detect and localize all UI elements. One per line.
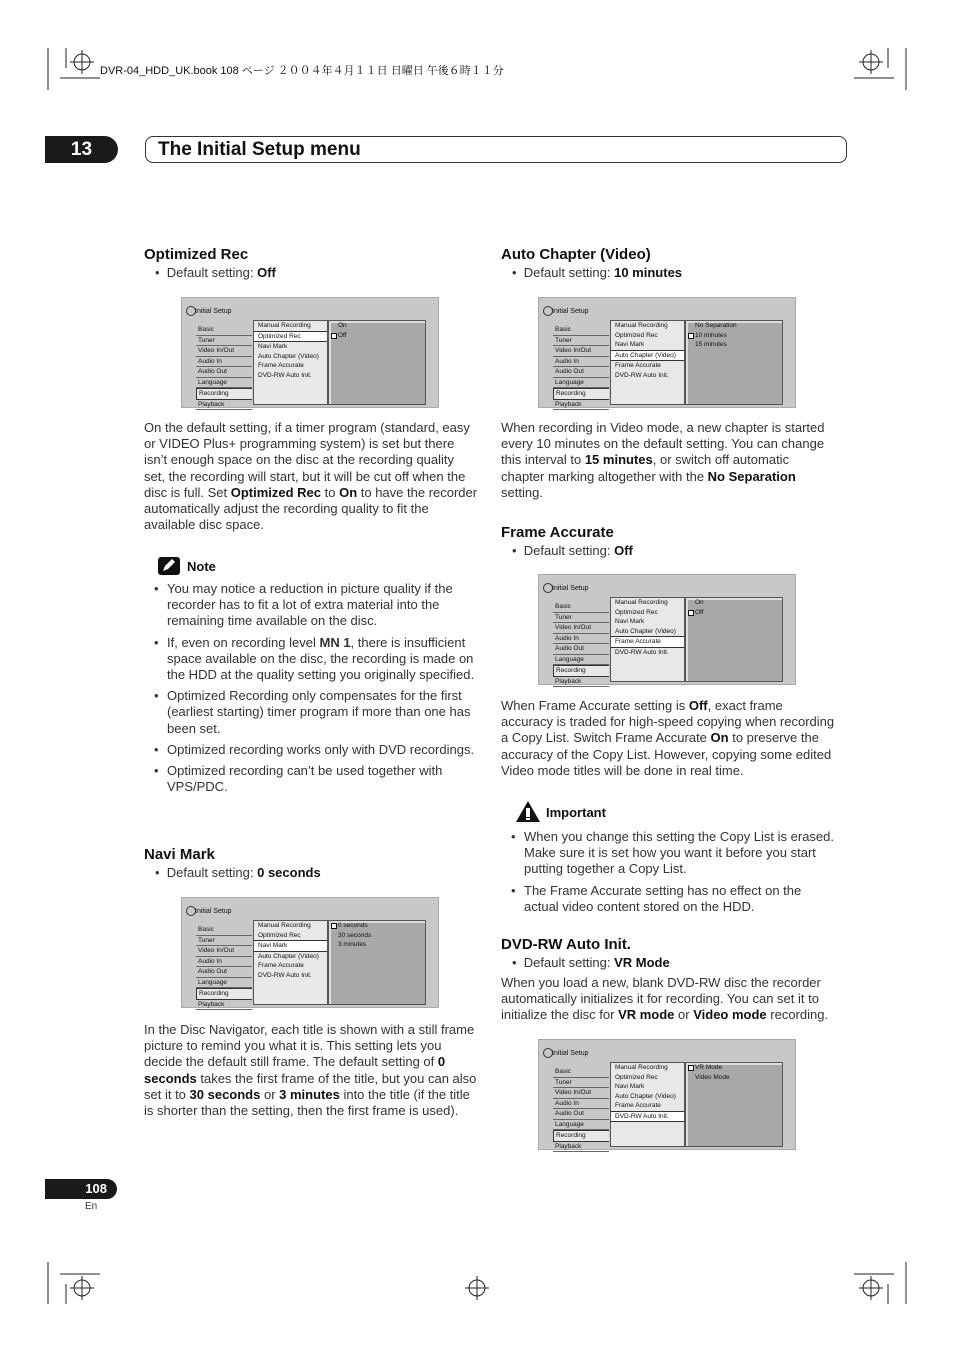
submenu-dvdrw-auto-init: DVD-RW Auto Init. [615, 648, 669, 656]
menu-basic: Basic [553, 1067, 609, 1078]
menu-video-in-out: Video In/Out [553, 1088, 609, 1099]
submenu-manual-recording: Manual Recording [258, 322, 311, 329]
submenu-dvdrw-auto-init: DVD-RW Auto Init. [258, 971, 312, 979]
option-10-minutes: 10 minutes [686, 331, 782, 341]
menu-basic: Basic [196, 325, 252, 336]
auto-chapter-description: When recording in Video mode, a new chapter is started every 10 minutes on the default setting. You can change this interval to 15 minutes, or switch off automatic chapter marking altogether with the No Separation setting. [501, 420, 825, 500]
menu-audio-in: Audio In [553, 1099, 609, 1110]
submenu-dvdrw-auto-init: DVD-RW Auto Init. [258, 371, 312, 379]
menu-audio-out: Audio Out [196, 967, 252, 978]
submenu-dvdrw-auto-init: DVD-RW Auto Init. [615, 371, 669, 379]
dvdrw-init-heading: DVD-RW Auto Init. [501, 936, 631, 953]
page-language: En [85, 1201, 98, 1212]
menu-language: Language [553, 1120, 609, 1131]
menu-tuner: Tuner [196, 936, 252, 947]
dvdrw-init-screen [538, 1039, 796, 1150]
submenu-navi-mark: Navi Mark [615, 618, 645, 625]
option-0-seconds: 0 seconds [329, 921, 425, 931]
option-15-minutes: 15 minutes [695, 341, 727, 348]
chapter-title: The Initial Setup menu [145, 136, 847, 163]
note-pencil-icon [157, 556, 181, 576]
menu-audio-out: Audio Out [553, 1109, 609, 1120]
note-list [154, 581, 478, 800]
dvdrw-init-description: When you load a new, blank DVD-RW disc the recorder automatically initializes it for recording. You can set it to initialize the disc for VR mode or Video mode recording. [501, 975, 829, 1023]
frame-accurate-heading: Frame Accurate [501, 524, 614, 541]
submenu-navi-mark: Navi Mark [615, 341, 645, 348]
screen-title: Initial Setup [552, 585, 589, 592]
optimized-rec-screen [181, 297, 439, 408]
note-item: • Optimized recording can’t be used together with VPS/PDC. [154, 763, 478, 795]
menu-tuner: Tuner [553, 1078, 609, 1089]
screen-title: Initial Setup [195, 308, 232, 315]
note-heading: Note [187, 559, 216, 574]
note-item: • Optimized recording works only with DVD recordings. [154, 742, 478, 758]
menu-tuner: Tuner [553, 613, 609, 624]
frame-accurate-description: When Frame Accurate setting is Off, exact frame accuracy is traded for high-speed copying when recording a Copy List. Switch Frame Accurate On to preserve the accuracy of the Copy List. However, copying some edited Video mode titles will be done in real time. [501, 698, 835, 778]
menu-video-in-out: Video In/Out [553, 346, 609, 357]
submenu-auto-chapter: Auto Chapter (Video) [615, 1092, 676, 1100]
chapter-number: 13 [45, 136, 118, 163]
submenu-auto-chapter: Auto Chapter (Video) [615, 627, 676, 635]
navi-mark-heading: Navi Mark [144, 846, 215, 863]
dvdrw-init-default: • Default setting: VR Mode [512, 955, 670, 970]
menu-audio-in: Audio In [196, 357, 252, 368]
menu-recording: Recording [553, 665, 609, 677]
file-header: DVR-04_HDD_UK.book 108 ページ ２００４年４月１１日 日曜日 午後６時１１分 [100, 65, 504, 77]
submenu-auto-chapter: Auto Chapter (Video) [611, 350, 684, 362]
menu-playback: Playback [553, 677, 609, 688]
menu-basic: Basic [553, 602, 609, 613]
menu-language: Language [553, 655, 609, 666]
option-30-seconds: 30 seconds [338, 931, 372, 939]
menu-playback: Playback [196, 1000, 252, 1011]
menu-language: Language [553, 378, 609, 389]
optimized-rec-default: • Default setting: Off [155, 265, 276, 280]
menu-video-in-out: Video In/Out [553, 623, 609, 634]
menu-audio-out: Audio Out [553, 644, 609, 655]
option-3-minutes: 3 minutes [338, 941, 367, 948]
option-vr-mode: VR Mode [686, 1063, 782, 1073]
submenu-auto-chapter: Auto Chapter (Video) [258, 352, 319, 360]
note-item: • You may notice a reduction in picture quality if the recorder has to fit a lot of extra material into the remaining time available on the disc. [154, 581, 478, 630]
option-off: Off [329, 331, 425, 341]
submenu-optimized-rec: Optimized Rec [615, 608, 658, 616]
submenu-navi-mark: Navi Mark [258, 343, 288, 350]
submenu-optimized-rec: Optimized Rec [615, 331, 658, 339]
important-heading: Important [546, 805, 606, 820]
menu-recording: Recording [553, 388, 609, 400]
page-number: 108 [45, 1179, 117, 1199]
menu-language: Language [196, 378, 252, 389]
screen-title: Initial Setup [552, 308, 589, 315]
menu-playback: Playback [196, 400, 252, 411]
submenu-manual-recording: Manual Recording [615, 322, 668, 329]
submenu-manual-recording: Manual Recording [258, 922, 311, 929]
submenu-frame-accurate: Frame Accurate [611, 636, 684, 648]
submenu-frame-accurate: Frame Accurate [615, 1102, 661, 1109]
screen-title: Initial Setup [195, 908, 232, 915]
navi-mark-description: In the Disc Navigator, each title is shown with a still frame picture to remind you what it is. This setting lets you decide the default still frame. The default setting of 0 seconds takes the first frame of the title, but you can also set it to 30 seconds or 3 minutes into the title (if the title is shorter than the setting, then the first frame is used). [144, 1022, 477, 1119]
optimized-rec-heading: Optimized Rec [144, 246, 249, 263]
option-on: On [695, 599, 704, 606]
screen-title: Initial Setup [552, 1050, 589, 1057]
frame-accurate-screen [538, 574, 796, 685]
submenu-optimized-rec: Optimized Rec [258, 931, 301, 939]
option-video-mode: Video Mode [695, 1073, 730, 1081]
menu-tuner: Tuner [196, 336, 252, 347]
submenu-dvdrw-auto-init: DVD-RW Auto Init. [611, 1111, 684, 1123]
submenu-optimized-rec: Optimized Rec [254, 331, 327, 343]
option-on: On [338, 322, 347, 329]
menu-audio-out: Audio Out [553, 367, 609, 378]
navi-mark-default: • Default setting: 0 seconds [155, 865, 321, 880]
submenu-manual-recording: Manual Recording [615, 599, 668, 606]
menu-audio-in: Audio In [553, 357, 609, 368]
menu-audio-in: Audio In [553, 634, 609, 645]
menu-recording: Recording [553, 1130, 609, 1142]
submenu-auto-chapter: Auto Chapter (Video) [258, 952, 319, 960]
submenu-frame-accurate: Frame Accurate [258, 962, 304, 969]
important-item: • When you change this setting the Copy List is erased. Make sure it is set how you want it before you start putting together a Copy List. [511, 829, 835, 878]
menu-basic: Basic [553, 325, 609, 336]
menu-video-in-out: Video In/Out [196, 346, 252, 357]
auto-chapter-default: • Default setting: 10 minutes [512, 265, 683, 280]
important-item: • The Frame Accurate setting has no effect on the actual video content stored on the HDD. [511, 883, 835, 915]
menu-language: Language [196, 978, 252, 989]
frame-accurate-default: • Default setting: Off [512, 543, 633, 558]
submenu-frame-accurate: Frame Accurate [615, 362, 661, 369]
optimized-rec-description: On the default setting, if a timer program (standard, easy or VIDEO Plus+ programming system) is set but there isn’t enough space on the disc at the recording quality set, the recording will start, but it will be cut off when the disc is full. Set Optimized Rec to On to have the recorder automatically adjust the recording quality to fit the available disc space. [144, 420, 478, 533]
submenu-frame-accurate: Frame Accurate [258, 362, 304, 369]
submenu-manual-recording: Manual Recording [615, 1064, 668, 1071]
menu-tuner: Tuner [553, 336, 609, 347]
submenu-navi-mark: Navi Mark [615, 1083, 645, 1090]
option-off: Off [686, 608, 782, 618]
auto-chapter-screen [538, 297, 796, 408]
important-list [511, 829, 835, 920]
menu-audio-in: Audio In [196, 957, 252, 968]
menu-audio-out: Audio Out [196, 367, 252, 378]
menu-recording: Recording [196, 988, 252, 1000]
note-item: • Optimized Recording only compensates for the first (earliest starting) timer program if more than one has been set. [154, 688, 478, 737]
auto-chapter-heading: Auto Chapter (Video) [501, 246, 651, 263]
option-no-separation: No Separation [695, 322, 737, 329]
navi-mark-screen [181, 897, 439, 1008]
menu-basic: Basic [196, 925, 252, 936]
menu-video-in-out: Video In/Out [196, 946, 252, 957]
submenu-navi-mark: Navi Mark [254, 940, 327, 952]
submenu-optimized-rec: Optimized Rec [615, 1073, 658, 1081]
note-item: • If, even on recording level MN 1, there is insufficient space available on the disc, the recording is made on the HDD at the quality setting you originally specified. [154, 635, 478, 684]
menu-playback: Playback [553, 400, 609, 411]
menu-recording: Recording [196, 388, 252, 400]
warning-hand-icon [515, 800, 541, 823]
menu-playback: Playback [553, 1142, 609, 1153]
